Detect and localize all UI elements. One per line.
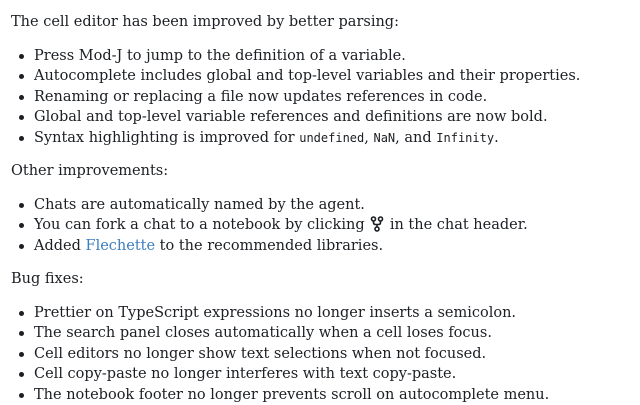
list-item: Prettier on TypeScript expressions no longer inserts a semicolon. (11, 303, 631, 324)
editor-improvements-list (11, 46, 631, 149)
list-item-fork (11, 215, 631, 236)
fork-icon (370, 216, 384, 232)
bug-fixes-list (11, 303, 631, 405)
code-infinity: Infinity (436, 131, 494, 145)
list-item-added (11, 236, 631, 257)
list-item: Cell copy-paste no longer interferes with text copy-paste. (11, 364, 631, 385)
added-prefix: Added (34, 238, 86, 254)
list-item: Press Mod-J to jump to the definition of a variable. (11, 46, 631, 67)
bug-heading: Bug fixes: (11, 269, 631, 290)
fork-prefix: You can fork a chat to a notebook by clicking (34, 217, 365, 233)
release-notes (11, 12, 631, 405)
list-item-syntax (11, 128, 631, 149)
code-undefined: undefined (299, 131, 364, 145)
code-nan: NaN (373, 131, 395, 145)
list-item: Chats are automatically named by the agent. (11, 195, 631, 216)
flechette-link[interactable]: Flechette (86, 238, 156, 254)
editor-intro: The cell editor has been improved by better parsing: (11, 12, 631, 33)
added-suffix: to the recommended libraries. (155, 238, 383, 254)
syntax-sep-1: , (364, 130, 373, 146)
list-item: Autocomplete includes global and top-level variables and their properties. (11, 66, 631, 87)
syntax-prefix: Syntax highlighting is improved for (34, 130, 299, 146)
list-item: Cell editors no longer show text selections when not focused. (11, 344, 631, 365)
list-item: The notebook footer no longer prevents scroll on autocomplete menu. (11, 385, 631, 405)
other-improvements-list (11, 195, 631, 257)
syntax-sep-2: , and (395, 130, 436, 146)
list-item: Renaming or replacing a file now updates references in code. (11, 87, 631, 108)
list-item: The search panel closes automatically when a cell loses focus. (11, 323, 631, 344)
list-item: Global and top-level variable references and definitions are now bold. (11, 107, 631, 128)
syntax-suffix: . (494, 130, 499, 146)
other-heading: Other improvements: (11, 161, 631, 182)
fork-suffix: in the chat header. (390, 217, 528, 233)
